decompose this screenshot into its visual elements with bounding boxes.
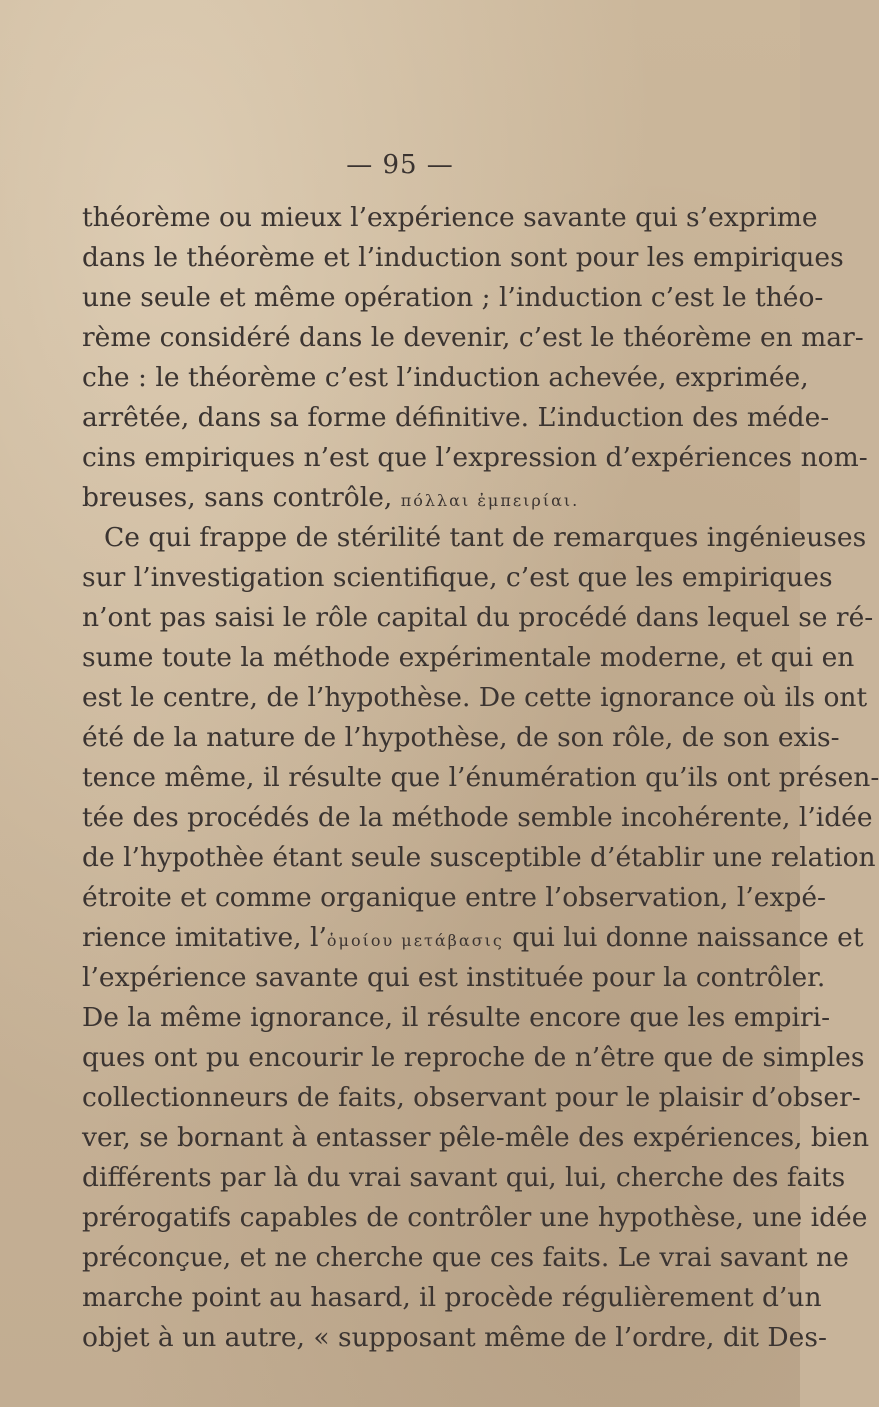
text-line: cins empiriques n’est que l’expression d’expériences nom-: [82, 442, 868, 473]
text-line: ques ont pu encourir le reproche de n’être que de simples: [82, 1042, 865, 1073]
greek-text: πόλλαι ἐμπειρίαι.: [400, 491, 580, 510]
text-line: rème considéré dans le devenir, c’est le théorème en mar-: [82, 322, 864, 353]
text-line: différents par là du vrai savant qui, lui, cherche des faits: [82, 1162, 846, 1193]
text-line: collectionneurs de faits, observant pour le plaisir d’obser-: [82, 1082, 861, 1113]
text-fragment: qui lui donne naissance et: [503, 922, 864, 953]
text-line: che : le théorème c’est l’induction achevée, exprimée,: [82, 362, 809, 393]
text-line: dans le théorème et l’induction sont pour les empiriques: [82, 242, 844, 273]
page-number: — 95 —: [346, 150, 454, 180]
text-line-with-greek: [82, 478, 714, 518]
text-line: l’expérience savante qui est instituée pour la contrôler.: [82, 962, 826, 993]
text-line: de l’hypothèe étant seule susceptible d’établir une relation: [82, 842, 876, 873]
text-line: est le centre, de l’hypothèse. De cette ignorance où ils ont: [82, 682, 868, 713]
body-text: [82, 198, 879, 1358]
text-line: arrêtée, dans sa forme définitive. L’induction des méde-: [82, 402, 830, 433]
text-line: marche point au hasard, il procède régulièrement d’un: [82, 1282, 822, 1313]
text-line: De la même ignorance, il résulte encore que les empiri-: [82, 1002, 831, 1033]
paragraph-first-line: Ce qui frappe de stérilité tant de remarques ingénieuses: [104, 522, 867, 553]
text-line-with-greek: [82, 918, 864, 958]
text-line: objet à un autre, « supposant même de l’ordre, dit Des-: [82, 1322, 827, 1353]
text-line: une seule et même opération ; l’induction c’est le théo-: [82, 282, 824, 313]
text-line: été de la nature de l’hypothèse, de son rôle, de son exis-: [82, 722, 840, 753]
text-fragment: breuses, sans contrôle,: [82, 482, 401, 513]
text-line: prérogatifs capables de contrôler une hypothèse, une idée: [82, 1202, 868, 1233]
text-line: étroite et comme organique entre l’observation, l’expé-: [82, 882, 826, 913]
text-line: sur l’investigation scientifique, c’est que les empiriques: [82, 562, 833, 593]
text-line: théorème ou mieux l’expérience savante qui s’exprime: [82, 202, 818, 233]
text-line: ver, se bornant à entasser pêle-mêle des expériences, bien: [82, 1122, 870, 1153]
text-line: sume toute la méthode expérimentale moderne, et qui en: [82, 642, 855, 673]
text-line: tée des procédés de la méthode semble incohérente, l’idée: [82, 802, 873, 833]
text-line: préconçue, et ne cherche que ces faits. Le vrai savant ne: [82, 1242, 849, 1273]
greek-text: ὁμοίου μετάβασις: [326, 931, 504, 950]
text-line: tence même, il résulte que l’énumération qu’ils ont présen-: [82, 762, 879, 793]
text-line: n’ont pas saisi le rôle capital du procédé dans lequel se ré-: [82, 602, 874, 633]
text-fragment: rience imitative, l’: [82, 922, 327, 953]
